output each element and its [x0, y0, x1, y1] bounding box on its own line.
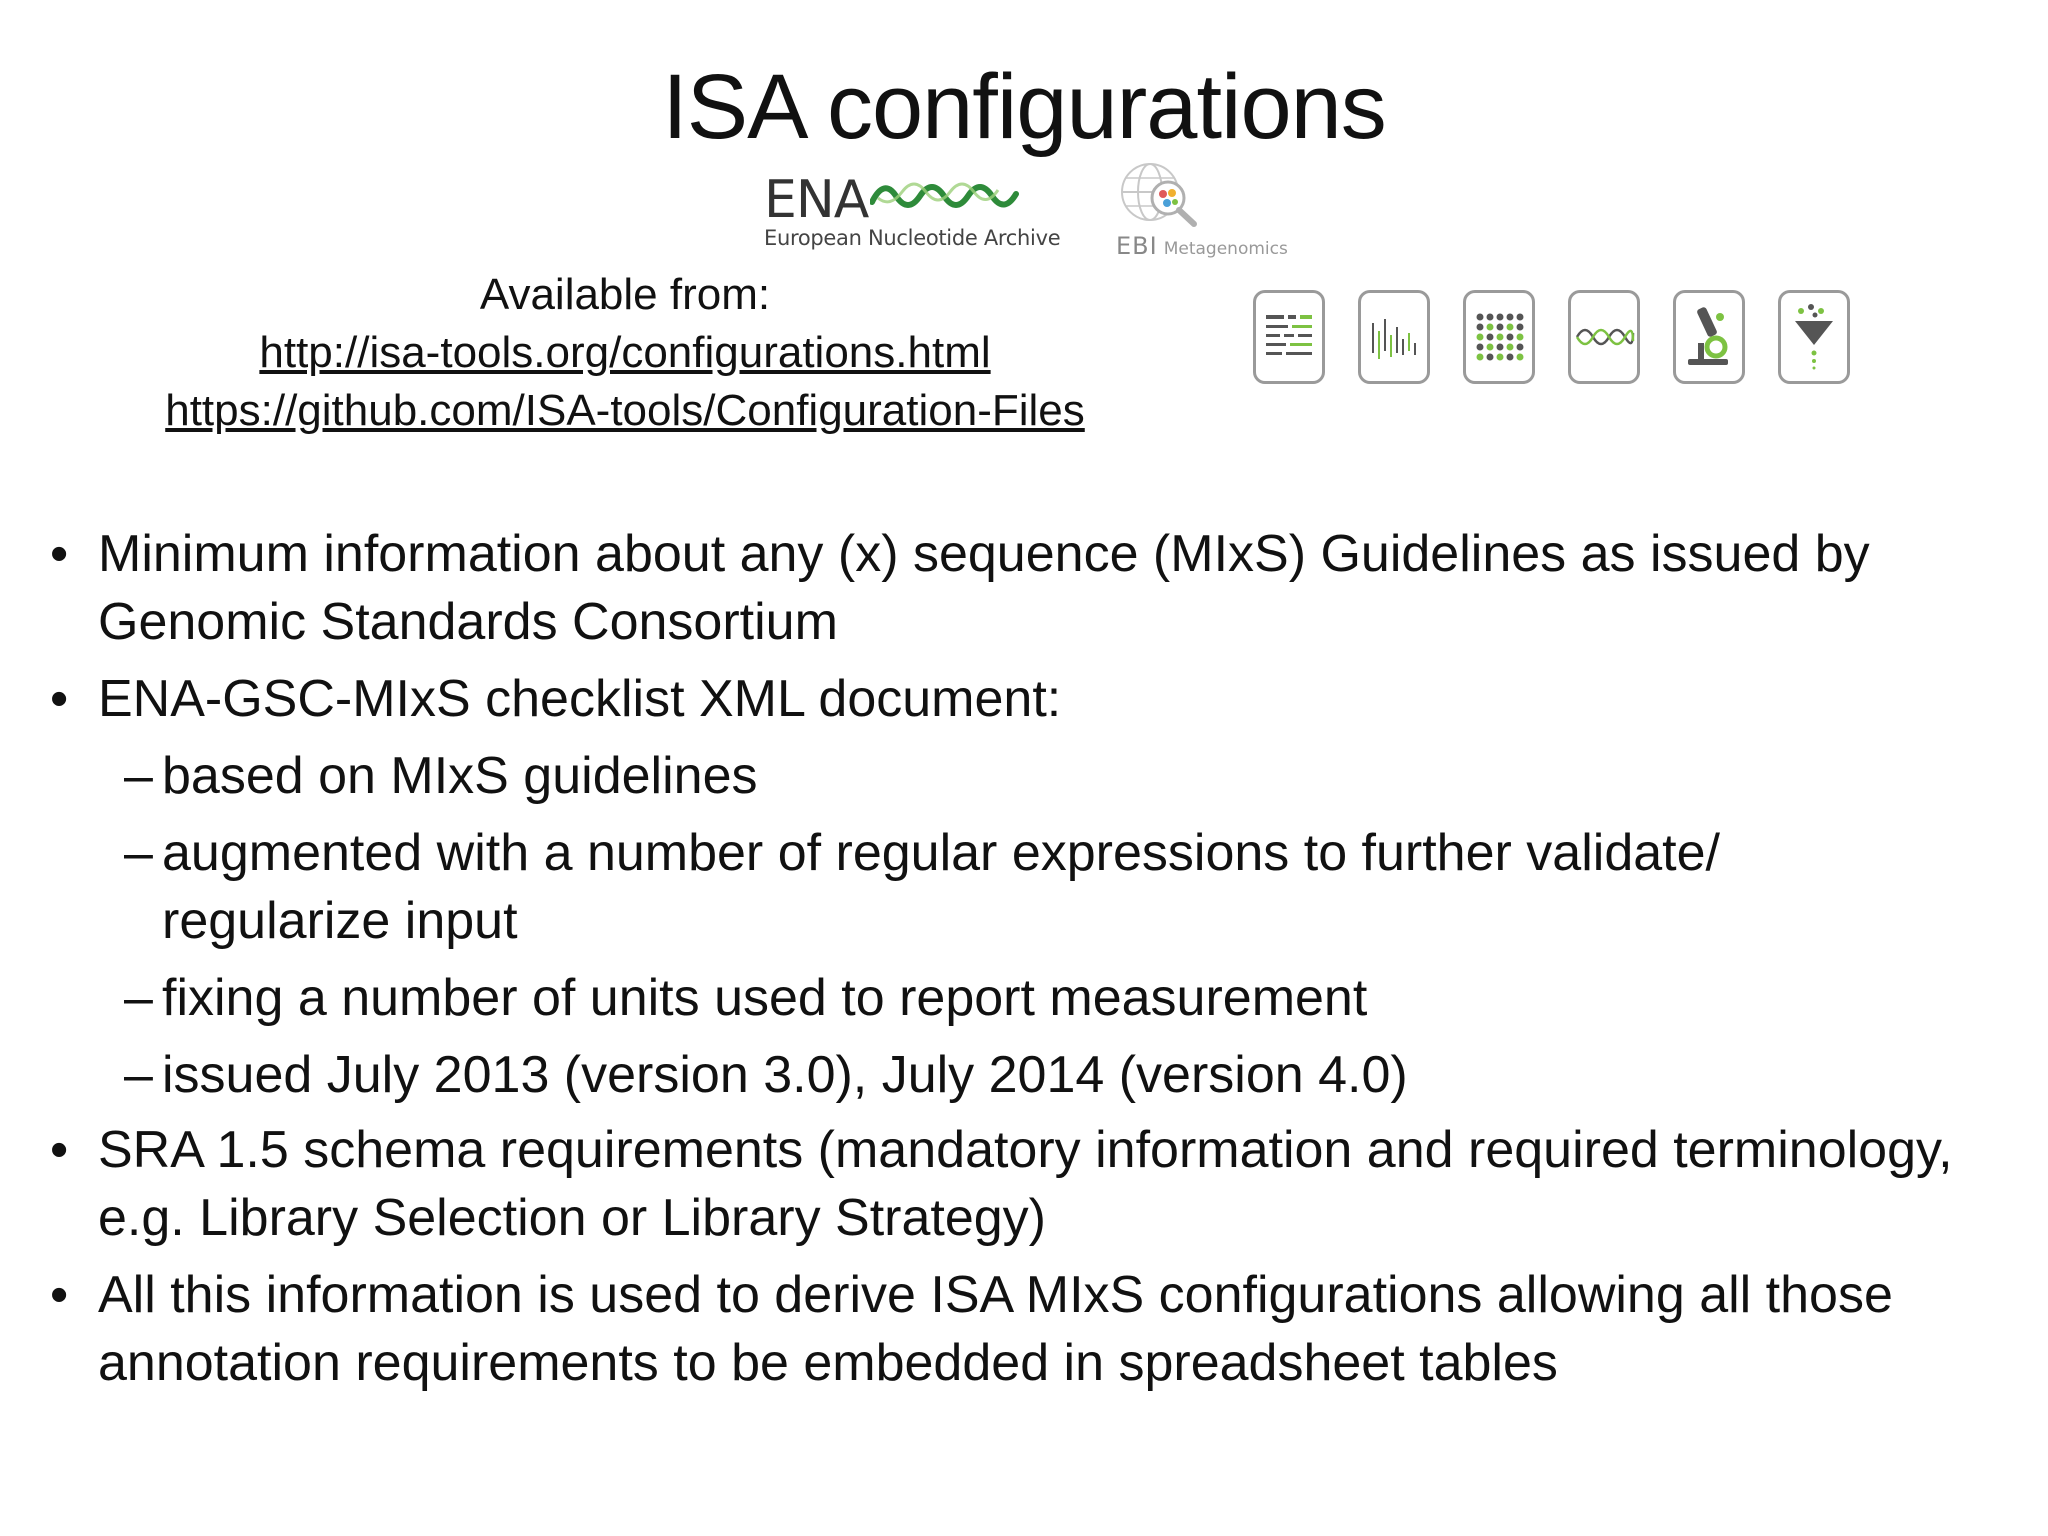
- sub-bullet-item: [124, 1041, 1952, 1109]
- ebi-logo-name: EBI: [1116, 232, 1158, 260]
- dash-marker: –: [124, 747, 153, 805]
- ena-logo: [760, 170, 1061, 260]
- bullet-item: [50, 1261, 1978, 1397]
- wave-icon: [1568, 290, 1640, 384]
- funnel-icon: [1778, 290, 1850, 384]
- bullet-text: ENA-GSC-MIxS checklist XML document:: [98, 670, 1062, 728]
- sub-bullet-text: issued July 2013 (version 3.0), July 2014 (version 4.0): [162, 1046, 1408, 1104]
- ebi-metagenomics-logo: [1112, 160, 1302, 265]
- ebi-logo-text: [1116, 232, 1288, 260]
- chart-icon: [1358, 290, 1430, 384]
- isa-icon-row: [1253, 290, 1853, 390]
- globe-magnifier-icon: [1112, 160, 1222, 235]
- sub-bullet-item: [124, 819, 1952, 955]
- sub-bullet-text: based on MIxS guidelines: [162, 747, 758, 805]
- bullet-marker: •: [50, 1121, 69, 1179]
- available-from: [80, 266, 1170, 440]
- ena-wave-icon: [870, 174, 1020, 214]
- bullet-marker: •: [50, 1266, 69, 1324]
- slide-title: ISA configurations: [662, 56, 1386, 158]
- github-configuration-files-link[interactable]: https://github.com/ISA-tools/Configuration-Files: [165, 386, 1085, 435]
- ena-logo-name: ENA: [764, 170, 869, 230]
- bullet-marker: •: [50, 525, 69, 583]
- bullet-text: All this information is used to derive ISA MIxS configurations allowing all those annotation requirements to be embedded in spreadsheet tables: [98, 1266, 1893, 1392]
- bullet-text: Minimum information about any (x) sequence (MIxS) Guidelines as issued by Genomic Standards Consortium: [98, 525, 1870, 651]
- isa-tools-configurations-link[interactable]: http://isa-tools.org/configurations.html: [259, 328, 991, 377]
- sub-bullet-item: [124, 964, 1952, 1032]
- sub-bullet-item: [124, 742, 1952, 810]
- ebi-logo-subtitle: Metagenomics: [1163, 239, 1288, 259]
- microscope-icon: [1673, 290, 1745, 384]
- ena-logo-subtitle: European Nucleotide Archive: [764, 226, 1061, 250]
- dot-grid-icon: [1463, 290, 1535, 384]
- dash-marker: –: [124, 824, 153, 882]
- dash-marker: –: [124, 1046, 153, 1104]
- available-from-label: Available from:: [479, 270, 771, 319]
- sub-bullet-text: augmented with a number of regular expressions to further validate/ regularize input: [162, 824, 1720, 950]
- bullet-item: [50, 520, 1978, 656]
- bullet-item: [50, 1116, 1978, 1252]
- bullet-item: [50, 665, 1978, 733]
- table-icon: [1253, 290, 1325, 384]
- dash-marker: –: [124, 969, 153, 1027]
- bullet-marker: •: [50, 670, 69, 728]
- bullet-text: SRA 1.5 schema requirements (mandatory information and required terminology, e.g. Library Selection or Library Strategy): [98, 1121, 1953, 1247]
- sub-bullet-text: fixing a number of units used to report measurement: [162, 969, 1368, 1027]
